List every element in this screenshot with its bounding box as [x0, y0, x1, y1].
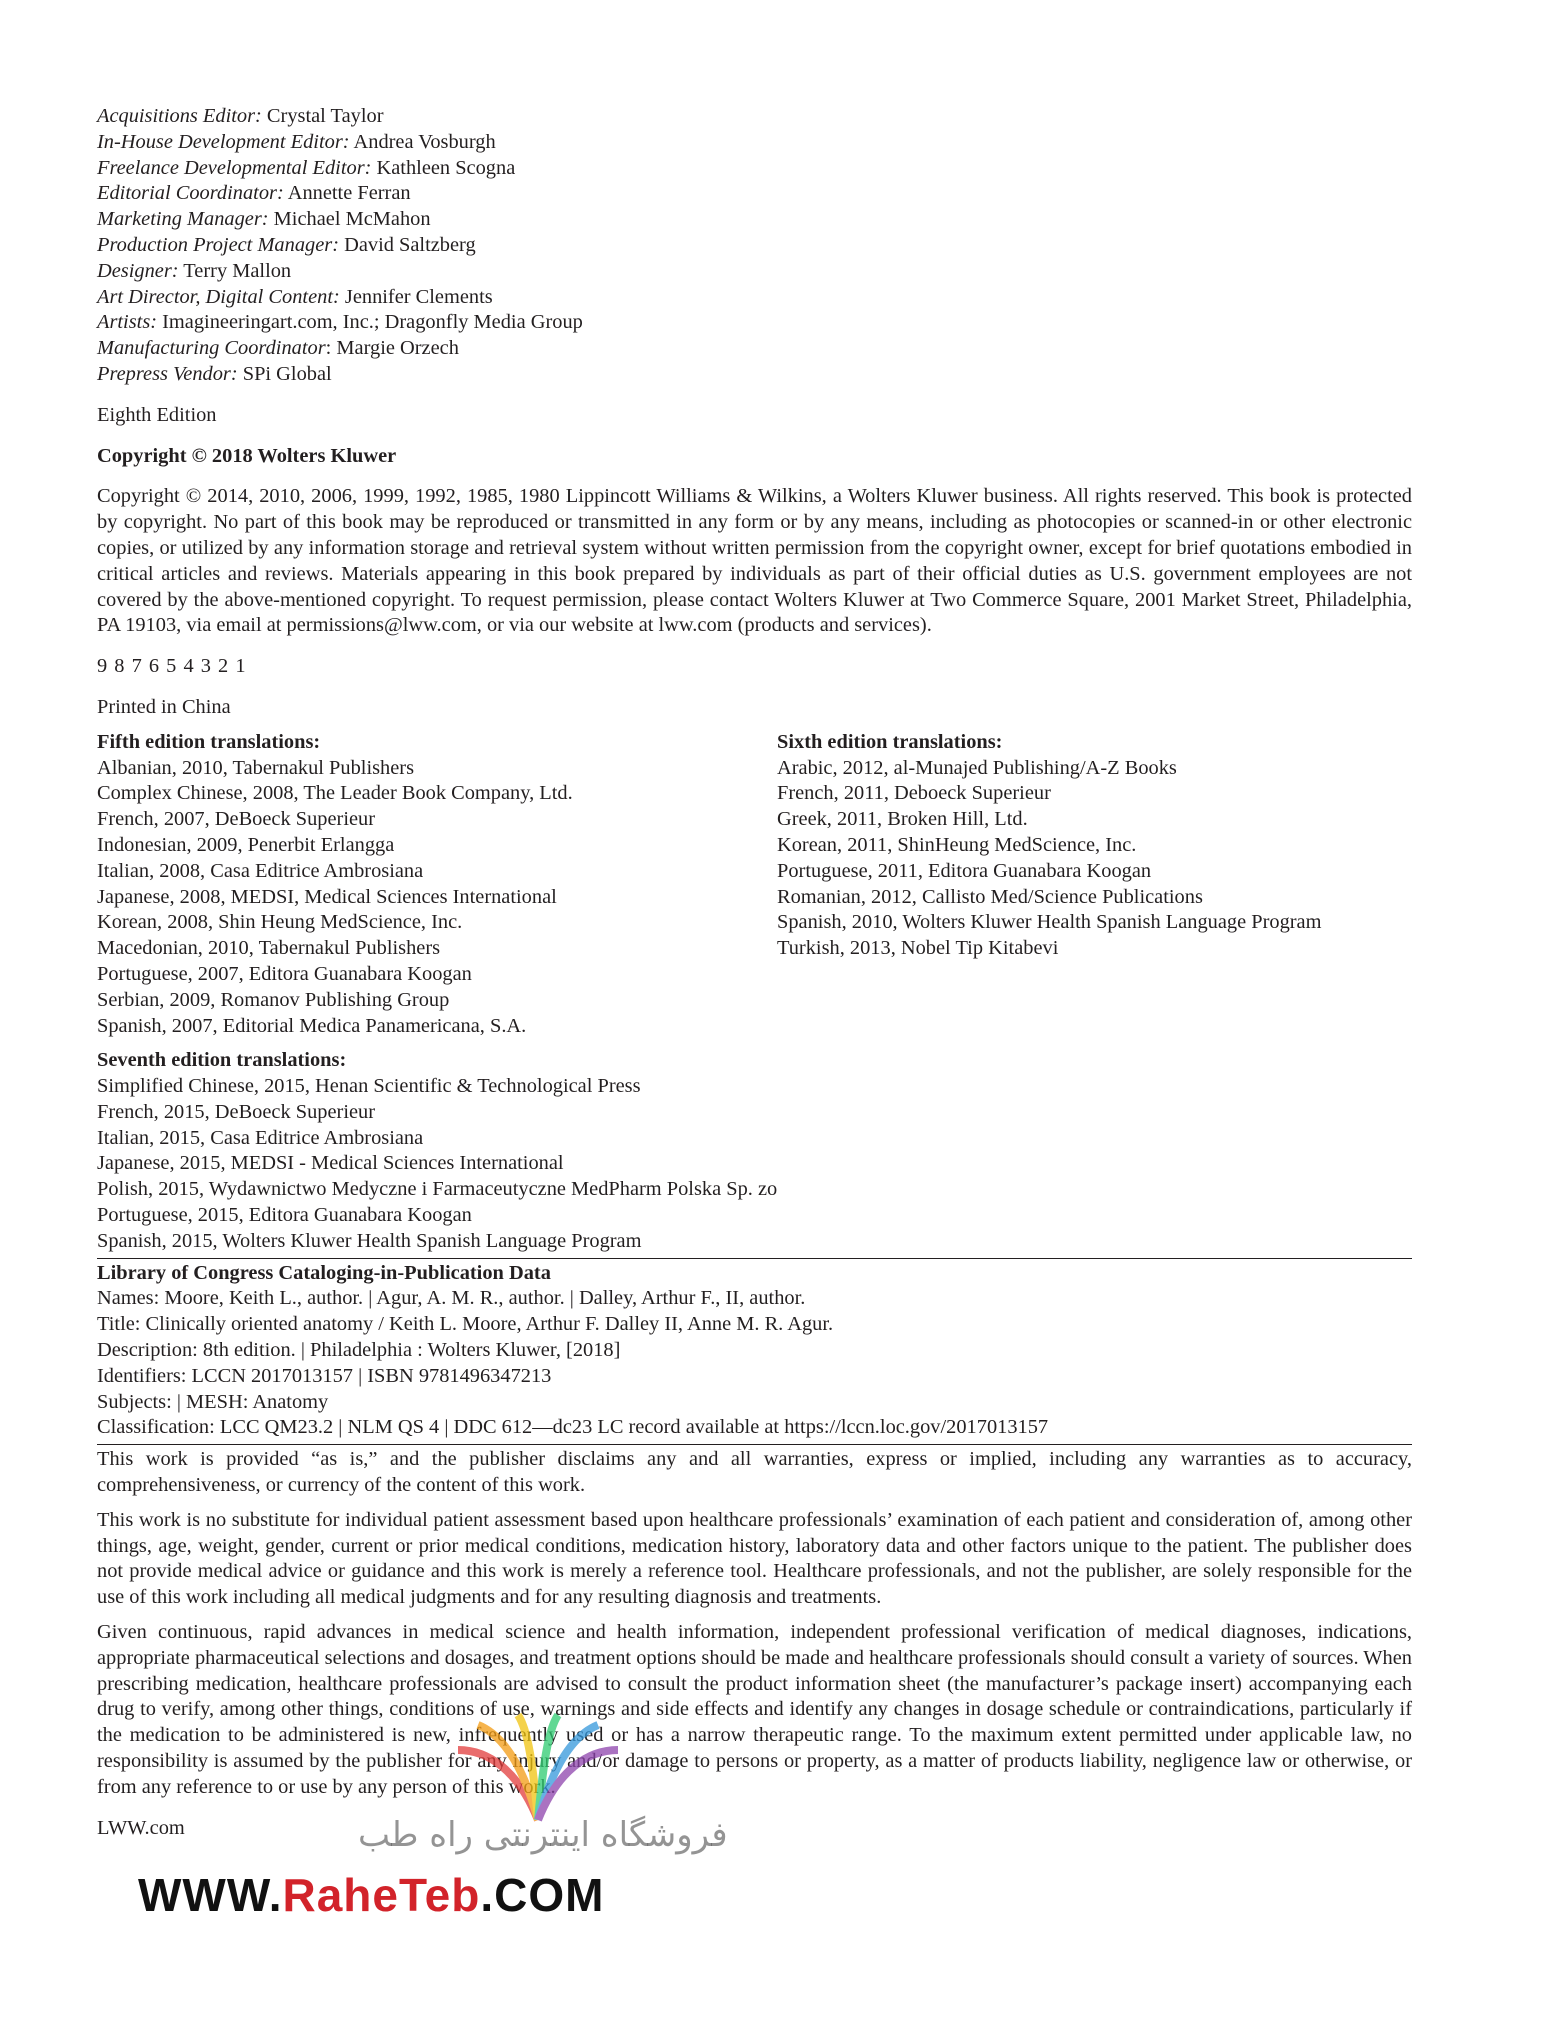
credit-line — [97, 181, 1412, 207]
translation-item: Indonesian, 2009, Penerbit Erlangga — [97, 833, 395, 856]
seventh-edition-section — [97, 1048, 1412, 1254]
raheteb-watermark — [138, 1710, 758, 1930]
credit-role: Marketing Manager: — [97, 208, 269, 231]
seventh-edition-heading: Seventh edition translations: — [97, 1049, 347, 1072]
translation-item: Spanish, 2010, Wolters Kluwer Health Spanish Language Program — [777, 911, 1322, 934]
credit-line — [97, 259, 1412, 285]
watermark-url — [138, 1868, 604, 1922]
watermark-suffix: .COM — [480, 1869, 605, 1921]
credit-role: Freelance Developmental Editor: — [97, 156, 372, 179]
credit-line — [97, 285, 1412, 311]
credit-name: Andrea Vosburgh — [349, 130, 496, 153]
translation-item: French, 2011, Deboeck Superieur — [777, 782, 1051, 805]
translation-item: Japanese, 2008, MEDSI, Medical Sciences International — [97, 885, 557, 908]
credit-line — [97, 233, 1412, 259]
translation-item: Spanish, 2015, Wolters Kluwer Health Spanish Language Program — [97, 1229, 642, 1252]
credit-line — [97, 156, 1412, 182]
credit-role: Acquisitions Editor: — [97, 105, 262, 127]
seventh-edition-list — [97, 1074, 1412, 1255]
credit-role: Manufacturing Coordinator — [97, 337, 326, 360]
translation-item: Italian, 2008, Casa Editrice Ambrosiana — [97, 859, 424, 882]
translation-item: Macedonian, 2010, Tabernakul Publishers — [97, 937, 441, 960]
credit-name: SPi Global — [237, 362, 332, 385]
translation-item: Korean, 2008, Shin Heung MedScience, Inc. — [97, 911, 463, 934]
credit-line — [97, 336, 1412, 362]
printed-in: Printed in China — [97, 695, 231, 718]
watermark-persian-text: فروشگاه اینترنتی راه طب — [358, 1815, 728, 1855]
translation-item: Arabic, 2012, al-Munajed Publishing/A-Z Books — [777, 756, 1177, 779]
credit-name: Imagineeringart.com, Inc.; Dragonfly Media Group — [157, 311, 583, 334]
translation-item: Turkish, 2013, Nobel Tip Kitabevi — [777, 937, 1059, 960]
translation-item: Portuguese, 2007, Editora Guanabara Koogan — [97, 962, 472, 985]
watermark-prefix: WWW. — [138, 1869, 283, 1921]
fifth-edition-section — [97, 730, 777, 1040]
translation-item: French, 2007, DeBoeck Superieur — [97, 808, 376, 831]
cataloging-line: Subjects: | MESH: Anatomy — [97, 1390, 329, 1413]
translation-item: Portuguese, 2015, Editora Guanabara Koogan — [97, 1204, 472, 1227]
cataloging-data — [97, 1261, 1412, 1442]
credit-role: Designer: — [97, 259, 179, 282]
sixth-edition-list — [777, 756, 1412, 962]
credit-name: Terry Mallon — [178, 259, 292, 282]
edition-label: Eighth Edition — [97, 403, 217, 426]
cataloging-lines — [97, 1286, 1412, 1441]
translations-columns — [97, 730, 1412, 1040]
translation-item: Spanish, 2007, Editorial Medica Panamericana, S.A. — [97, 1014, 527, 1037]
book-logo-icon — [448, 1710, 628, 1830]
credit-name: Crystal Taylor — [261, 105, 384, 127]
divider-top — [97, 1258, 1412, 1259]
credit-name: David Saltzberg — [339, 233, 476, 256]
cataloging-line: Description: 8th edition. | Philadelphia : Wolters Kluwer, [2018] — [97, 1339, 621, 1362]
translation-item: Albanian, 2010, Tabernakul Publishers — [97, 756, 415, 779]
cataloging-line: Identifiers: LCCN 2017013157 | ISBN 9781496347213 — [97, 1364, 552, 1387]
cataloging-line: Classification: LCC QM23.2 | NLM QS 4 | DDC 612—dc23 LC record available at https://lccn.loc.gov/2017013157 — [97, 1416, 1049, 1439]
translation-item: Italian, 2015, Casa Editrice Ambrosiana — [97, 1126, 424, 1149]
translation-item: Japanese, 2015, MEDSI - Medical Sciences International — [97, 1152, 564, 1175]
cataloging-heading: Library of Congress Cataloging-in-Publication Data — [97, 1261, 551, 1284]
credit-role: Prepress Vendor: — [97, 362, 238, 385]
credit-name: Kathleen Scogna — [371, 156, 516, 179]
credit-line — [97, 310, 1412, 336]
divider-bottom — [97, 1444, 1412, 1445]
credit-name: Annette Ferran — [283, 182, 411, 205]
copyright-paragraph: Copyright © 2014, 2010, 2006, 1999, 1992, 1985, 1980 Lippincott Williams & Wilkins, a Wolters Kluwer business. All rights reserved. This book is protected by copyright. No part of this book may be reproduced or transmitted in any form or by any means, including as photocopies or scanned-in or other electronic copies, or utilized by any information storage and retrieval system without written permission from the copyright owner, except for brief quotations embodied in critical articles and reviews. Materials appearing in this book prepared by individuals as part of their official duties as U.S. government employees are not covered by the above-mentioned copyright. To request permission, please contact Wolters Kluwer at Two Commerce Square, 2001 Market Street, Philadelphia, PA 19103, via email at permissions@lww.com, or via our website at lww.com (products and services). — [97, 485, 1412, 637]
credit-line — [97, 207, 1412, 233]
credit-line — [97, 130, 1412, 156]
translation-item: Polish, 2015, Wydawnictwo Medyczne i Farmaceutyczne MedPharm Polska Sp. zo — [97, 1178, 778, 1201]
fifth-edition-heading: Fifth edition translations: — [97, 730, 321, 753]
watermark-brand: RaheTeb — [282, 1869, 481, 1921]
copyright-heading: Copyright © 2018 Wolters Kluwer — [97, 444, 397, 467]
credit-name: : Margie Orzech — [325, 337, 459, 360]
cataloging-line: Names: Moore, Keith L., author. | Agur, A. M. R., author. | Dalley, Arthur F., II, author. — [97, 1287, 806, 1310]
credit-line — [97, 104, 1412, 130]
translation-item: Serbian, 2009, Romanov Publishing Group — [97, 988, 450, 1011]
copyright-page — [97, 104, 1412, 1841]
credit-role: Editorial Coordinator: — [97, 182, 284, 205]
disclaimer-assessment: This work is no substitute for individual patient assessment based upon healthcare professionals’ examination of each patient and consideration of, among other things, age, weight, gender, current or prior medical conditions, medication history, laboratory data and other factors unique to the patient. The publisher does not provide medical advice or guidance and this work is merely a reference tool. Healthcare professionals, and not the publisher, are solely responsible for the use of this work including all medical judgments and for any resulting diagnosis and treatments. — [97, 1508, 1412, 1609]
translation-item: Simplified Chinese, 2015, Henan Scientific & Technological Press — [97, 1075, 641, 1098]
credit-name: Jennifer Clements — [339, 285, 493, 308]
credit-role: Production Project Manager: — [97, 233, 339, 256]
credit-role: In-House Development Editor: — [97, 130, 350, 153]
credit-role: Art Director, Digital Content: — [97, 285, 340, 308]
credit-line — [97, 362, 1412, 388]
print-line: 9 8 7 6 5 4 3 2 1 — [97, 655, 247, 678]
footer-site: LWW.com — [97, 1816, 185, 1839]
sixth-edition-section — [777, 730, 1412, 1040]
translation-item: Complex Chinese, 2008, The Leader Book Company, Ltd. — [97, 782, 573, 805]
translation-item: French, 2015, DeBoeck Superieur — [97, 1100, 376, 1123]
credits-block — [97, 104, 1412, 388]
disclaimer-warranty: This work is provided “as is,” and the publisher disclaims any and all warranties, express or implied, including any warranties as to accuracy, comprehensiveness, or currency of the content of this work. — [97, 1448, 1412, 1497]
translation-item: Romanian, 2012, Callisto Med/Science Publications — [777, 885, 1203, 908]
credit-name: Michael McMahon — [268, 208, 431, 231]
translation-item: Korean, 2011, ShinHeung MedScience, Inc. — [777, 833, 1137, 856]
translation-item: Portuguese, 2011, Editora Guanabara Koogan — [777, 859, 1152, 882]
translation-item: Greek, 2011, Broken Hill, Ltd. — [777, 808, 1028, 831]
credit-role: Artists: — [97, 311, 158, 334]
disclaimer-advances: Given continuous, rapid advances in medical science and health information, independent professional verification of medical diagnoses, indications, appropriate pharmaceutical selections and dosages, and treatment options should be made and healthcare professionals should consult a variety of sources. When prescribing medication, healthcare professionals are advised to consult the product information sheet (the manufacturer’s package insert) accompanying each drug to verify, among other things, conditions of use, warnings and side effects and identify any changes in dosage schedule or contraindications, particularly if the medication to be administered is new, infrequently used or has a narrow therapeutic range. To the maximum extent permitted under applicable law, no responsibility is assumed by the publisher for any injury and/or damage to persons or property, as a matter of products liability, negligence law or otherwise, or from any reference to or use by any person of this work. — [97, 1621, 1412, 1798]
fifth-edition-list — [97, 756, 777, 1040]
cataloging-line: Title: Clinically oriented anatomy / Keith L. Moore, Arthur F. Dalley II, Anne M. R. Agur. — [97, 1313, 834, 1336]
sixth-edition-heading: Sixth edition translations: — [777, 730, 1003, 753]
